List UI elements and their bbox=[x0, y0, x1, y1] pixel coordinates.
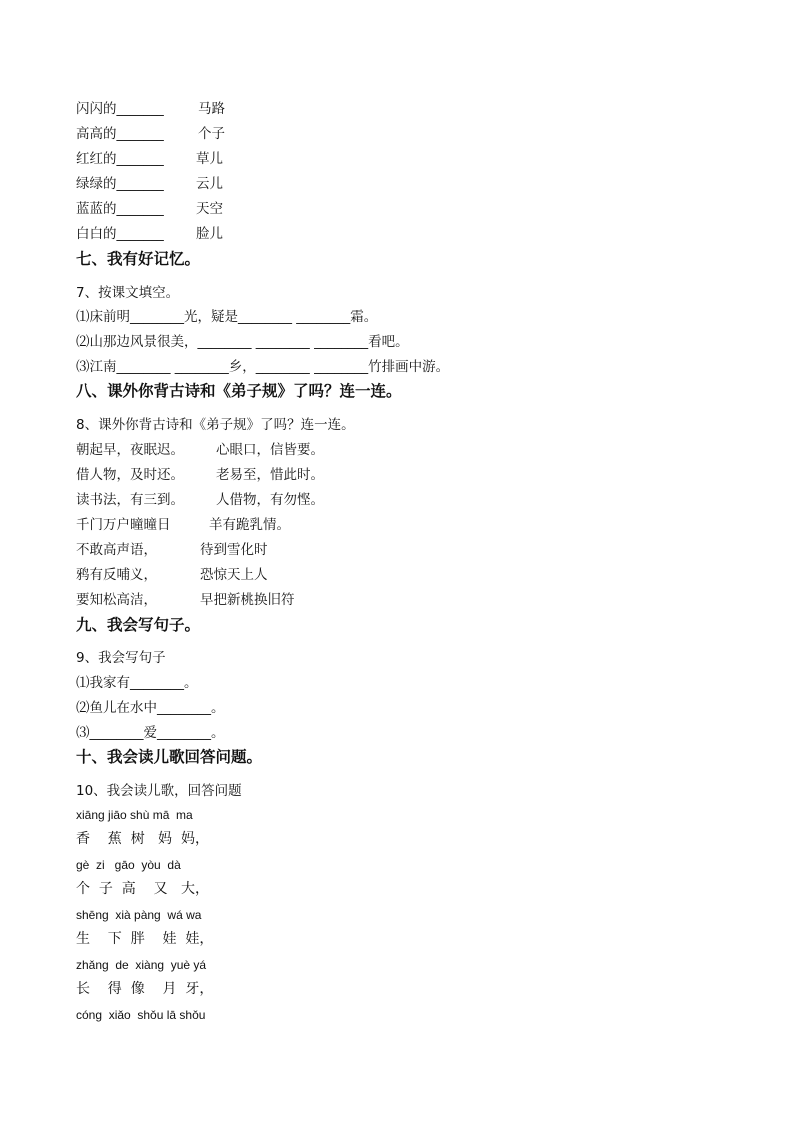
match-right: 恐惊天上人 bbox=[200, 567, 268, 583]
fill-blank-item: ⑴床前明________光，疑是________ ________霜。 bbox=[76, 309, 378, 325]
match-left: 鸦有反哺义， bbox=[76, 567, 157, 583]
match-left: 借人物，及时还。 bbox=[76, 467, 184, 483]
adj-right: 脸儿 bbox=[196, 226, 223, 242]
pinyin-line: shēng xià pàng wá wa bbox=[76, 908, 202, 922]
poem-line: 香 蕉 树 妈 妈， bbox=[76, 831, 209, 847]
pinyin-line: gè zi gāo yòu dà bbox=[76, 858, 181, 872]
adj-right: 云儿 bbox=[196, 176, 223, 192]
sentence-item: ⑶________爱________。 bbox=[76, 725, 225, 741]
question-title: 8、课外你背古诗和《弟子规》了吗？连一连。 bbox=[76, 417, 355, 433]
adj-left: 白白的_______ bbox=[76, 226, 164, 242]
poem-line: 生 下 胖 娃 娃， bbox=[76, 931, 214, 947]
adj-right: 天空 bbox=[196, 201, 223, 217]
sentence-item: ⑴我家有________。 bbox=[76, 675, 198, 691]
match-left: 读书法，有三到。 bbox=[76, 492, 184, 508]
section-heading: 十、我会读儿歌回答问题。 bbox=[76, 748, 263, 766]
section-heading: 八、课外你背古诗和《弟子规》了吗？连一连。 bbox=[76, 382, 402, 400]
adj-left: 蓝蓝的_______ bbox=[76, 201, 164, 217]
section-heading: 九、我会写句子。 bbox=[76, 616, 201, 634]
match-left: 要知松高洁， bbox=[76, 592, 157, 608]
fill-blank-item: ⑶江南________ ________乡，________ ________竹排画中游。 bbox=[76, 359, 450, 375]
match-left: 千门万户曈曈日 bbox=[76, 517, 171, 533]
adj-right: 马路 bbox=[198, 101, 225, 117]
match-right: 老易至，惜此时。 bbox=[216, 467, 324, 483]
fill-blank-item: ⑵山那边风景很美，________ ________ ________看吧。 bbox=[76, 334, 409, 350]
match-right: 早把新桃换旧符 bbox=[200, 592, 295, 608]
question-title: 9、我会写句子 bbox=[76, 650, 166, 666]
adj-left: 绿绿的_______ bbox=[76, 176, 164, 192]
adj-left: 闪闪的_______ bbox=[76, 101, 164, 117]
question-title: 7、按课文填空。 bbox=[76, 285, 180, 301]
pinyin-line: zhǎng de xiàng yuè yá bbox=[76, 958, 207, 972]
poem-line: 个 子 高 又 大， bbox=[76, 881, 209, 897]
pinyin-line: xiāng jiāo shù mā ma bbox=[76, 808, 193, 822]
match-right: 心眼口，信皆要。 bbox=[216, 442, 324, 458]
match-right: 羊有跪乳情。 bbox=[209, 517, 290, 533]
adj-left: 红红的_______ bbox=[76, 151, 164, 167]
match-right: 待到雪化时 bbox=[200, 542, 268, 558]
adj-right: 个子 bbox=[198, 126, 225, 142]
adj-left: 高高的_______ bbox=[76, 126, 164, 142]
adj-right: 草儿 bbox=[196, 151, 223, 167]
section-heading: 七、我有好记忆。 bbox=[76, 250, 201, 268]
match-left: 朝起早，夜眠迟。 bbox=[76, 442, 184, 458]
match-right: 人借物，有勿悭。 bbox=[216, 492, 324, 508]
match-left: 不敢高声语， bbox=[76, 542, 157, 558]
sentence-item: ⑵鱼儿在水中________。 bbox=[76, 700, 225, 716]
pinyin-line: cóng xiǎo shǒu lā shǒu bbox=[76, 1008, 206, 1022]
question-title: 10、我会读儿歌，回答问题 bbox=[76, 783, 242, 799]
poem-line: 长 得 像 月 牙， bbox=[76, 981, 214, 997]
